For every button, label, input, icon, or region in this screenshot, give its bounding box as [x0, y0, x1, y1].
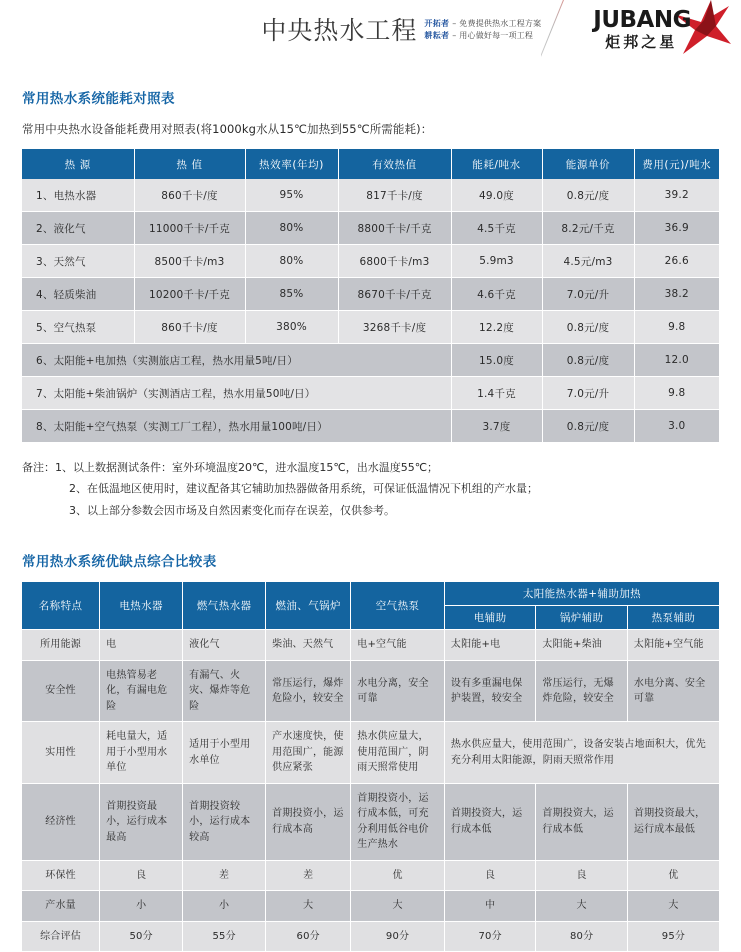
header-inner	[261, 0, 733, 60]
table-row	[22, 630, 719, 661]
cell-value: 产水速度快，使用范围广，能源供应紧张	[266, 722, 351, 784]
col-header-unit-price: 能源单价	[542, 149, 634, 179]
section1-subtitle: 常用中央热水设备能耗费用对照表(将1000kg水从15℃加热到55℃所需能耗)：	[22, 122, 433, 136]
row-header: 实用性	[22, 722, 100, 784]
cell-source: 2、液化气	[22, 212, 134, 245]
col-header-gas-heater: 燃气热水器	[183, 582, 266, 630]
row-header: 产水量	[22, 891, 100, 922]
table-header-row-top	[22, 582, 719, 606]
table-row	[22, 891, 719, 922]
cell-value: 良	[536, 860, 628, 891]
table-row	[22, 660, 719, 722]
cell-cost: 9.8	[634, 377, 719, 410]
cell-value: 耗电量大，适用于小型用水单位	[100, 722, 183, 784]
cell-value: 设有多重漏电保护装置，较安全	[444, 660, 536, 722]
cell-unit-price: 7.0元/升	[542, 377, 634, 410]
table-header-row	[22, 149, 719, 179]
cell-heat-value: 860千卡/度	[134, 179, 245, 212]
cell-source-merged: 8、太阳能+空气热泵（实测工厂工程），热水用量100吨/日）	[22, 410, 451, 443]
table-row	[22, 245, 719, 278]
cell-value: 柴油、天然气	[266, 630, 351, 661]
cell-unit-price: 8.2元/千克	[542, 212, 634, 245]
cell-consumption: 4.5千克	[451, 212, 542, 245]
cell-value: 首期投资大，运行成本低	[536, 783, 628, 860]
col-header-efficiency: 热效率(年均)	[245, 149, 338, 179]
col-header-oil-gas-boiler: 燃油、气锅炉	[266, 582, 351, 630]
slogan-dash: –	[452, 19, 457, 29]
row-header: 综合评估	[22, 921, 100, 952]
cell-heat-value: 860千卡/度	[134, 311, 245, 344]
col-header-consumption: 能耗/吨水	[451, 149, 542, 179]
cell-consumption: 4.6千克	[451, 278, 542, 311]
cell-consumption: 12.2度	[451, 311, 542, 344]
cell-heat-value: 8500千卡/m3	[134, 245, 245, 278]
page-header	[0, 0, 741, 58]
cell-effective-heat: 6800千卡/m3	[338, 245, 451, 278]
note-indent	[22, 478, 69, 499]
cell-value: 良	[100, 860, 183, 891]
col-header-solar-group: 太阳能热水器+辅助加热	[444, 582, 719, 606]
cell-value: 首期投资大，运行成本低	[444, 783, 536, 860]
cell-unit-price: 0.8元/度	[542, 179, 634, 212]
cell-value: 小	[100, 891, 183, 922]
cell-cost: 9.8	[634, 311, 719, 344]
table-row	[22, 377, 719, 410]
cell-value: 太阳能+空气能	[627, 630, 719, 661]
cell-value: 大	[351, 891, 445, 922]
cell-value: 70分	[444, 921, 536, 952]
cell-value: 80分	[536, 921, 628, 952]
page-content	[0, 87, 741, 952]
cell-efficiency: 95%	[245, 179, 338, 212]
cell-value: 大	[536, 891, 628, 922]
cell-consumption: 3.7度	[451, 410, 542, 443]
cell-value: 首期投资小，运行成本低，可充分利用低谷电价生产热水	[351, 783, 445, 860]
cell-value: 优	[627, 860, 719, 891]
cell-heat-value: 11000千卡/千克	[134, 212, 245, 245]
slogan-dash: –	[452, 31, 457, 40]
col-header-effective-heat: 有效热值	[338, 149, 451, 179]
cell-value: 90分	[351, 921, 445, 952]
row-header: 所用能源	[22, 630, 100, 661]
table-row	[22, 722, 719, 784]
cell-value: 良	[444, 860, 536, 891]
note-line	[22, 500, 719, 521]
note-line	[22, 457, 719, 478]
cell-value: 50分	[100, 921, 183, 952]
cell-source-merged: 6、太阳能+电加热（实测旅店工程，热水用量5吨/日）	[22, 344, 451, 377]
cell-value: 95分	[627, 921, 719, 952]
slogan-key: 开拓者	[424, 19, 450, 29]
cell-effective-heat: 8670千卡/千克	[338, 278, 451, 311]
cell-source: 4、轻质柴油	[22, 278, 134, 311]
header-diagonal-divider	[541, 0, 593, 58]
slogan-text: 免费提供热水工程方案	[459, 19, 542, 29]
table-row	[22, 410, 719, 443]
note-text: 1、以上数据测试条件：室外环境温度20℃，进水温度15℃，出水温度55℃；	[55, 461, 439, 474]
cell-consumption: 1.4千克	[451, 377, 542, 410]
cell-source: 1、电热水器	[22, 179, 134, 212]
cell-source: 5、空气热泵	[22, 311, 134, 344]
cell-unit-price: 7.0元/升	[542, 278, 634, 311]
cell-efficiency: 80%	[245, 212, 338, 245]
cell-value: 中	[444, 891, 536, 922]
cell-consumption: 15.0度	[451, 344, 542, 377]
cell-value: 大	[627, 891, 719, 922]
cell-cost: 3.0	[634, 410, 719, 443]
cell-effective-heat: 8800千卡/千克	[338, 212, 451, 245]
cell-value: 常压运行，无爆炸危险，较安全	[536, 660, 628, 722]
cell-value: 太阳能+电	[444, 630, 536, 661]
cell-value: 差	[266, 860, 351, 891]
cell-value: 太阳能+柴油	[536, 630, 628, 661]
cell-efficiency: 380%	[245, 311, 338, 344]
slogan-text: 用心做好每一项工程	[459, 31, 534, 40]
col-header-air-heat-pump: 空气热泵	[351, 582, 445, 630]
cell-unit-price: 0.8元/度	[542, 344, 634, 377]
cell-value: 首期投资较小，运行成本较高	[183, 783, 266, 860]
cell-value: 首期投资最大，运行成本最低	[627, 783, 719, 860]
col-header-heat-value: 热 值	[134, 149, 245, 179]
table-row	[22, 278, 719, 311]
cell-value: 首期投资最小，运行成本最高	[100, 783, 183, 860]
cell-source-merged: 7、太阳能+柴油锅炉（实测酒店工程，热水用量50吨/日）	[22, 377, 451, 410]
table-row	[22, 921, 719, 952]
cell-value: 首期投资小，运行成本高	[266, 783, 351, 860]
cell-value: 大	[266, 891, 351, 922]
slogan-key: 耕耘者	[424, 31, 450, 40]
cell-value: 优	[351, 860, 445, 891]
col-header-cost: 费用(元)/吨水	[634, 149, 719, 179]
cell-value: 有漏气、火灾、爆炸等危险	[183, 660, 266, 722]
cell-value: 水电分离，安全可靠	[351, 660, 445, 722]
col-header-solar-boiler: 锅炉辅助	[536, 606, 628, 630]
notes-label: 备注：	[22, 461, 55, 474]
cell-cost: 26.6	[634, 245, 719, 278]
cell-value: 水电分离、安全可靠	[627, 660, 719, 722]
cell-cost: 36.9	[634, 212, 719, 245]
energy-comparison-table	[22, 149, 719, 443]
cell-value: 常压运行，爆炸危险小，较安全	[266, 660, 351, 722]
cell-consumption: 49.0度	[451, 179, 542, 212]
slogan-item	[424, 32, 541, 41]
logo-english-name: JUBANG	[593, 6, 691, 33]
table-row	[22, 179, 719, 212]
table-row	[22, 212, 719, 245]
cell-value: 电热管易老化，有漏电危险	[100, 660, 183, 722]
slogan-list	[424, 20, 541, 41]
table-row	[22, 860, 719, 891]
cell-value: 适用于小型用水单位	[183, 722, 266, 784]
section2-title: 常用热水系统优缺点综合比较表	[22, 554, 217, 571]
cell-efficiency: 85%	[245, 278, 338, 311]
logo-text	[593, 6, 691, 51]
table-row	[22, 783, 719, 860]
cell-value: 60分	[266, 921, 351, 952]
note-line	[22, 478, 719, 499]
row-header: 安全性	[22, 660, 100, 722]
col-header-source: 热 源	[22, 149, 134, 179]
col-header-solar-electric: 电辅助	[444, 606, 536, 630]
cell-unit-price: 4.5元/m3	[542, 245, 634, 278]
cell-value: 55分	[183, 921, 266, 952]
note-text: 2、在低温地区使用时，建议配备其它辅助加热器做备用系统，可保证低温情况下机组的产水量；	[69, 482, 538, 496]
slogan-item	[424, 20, 541, 29]
cell-value: 小	[183, 891, 266, 922]
cell-cost: 39.2	[634, 179, 719, 212]
cell-value: 电+空气能	[351, 630, 445, 661]
col-header-solar-heatpump: 热泵辅助	[627, 606, 719, 630]
cell-unit-price: 0.8元/度	[542, 410, 634, 443]
notes-block	[22, 457, 719, 521]
col-header-feature: 名称特点	[22, 582, 100, 630]
cell-value-merged: 热水供应量大，使用范围广，设备安装占地面积大，优先充分利用太阳能源，阴雨天照常作用	[444, 722, 719, 784]
cell-efficiency: 80%	[245, 245, 338, 278]
logo-chinese-name: 炬邦之星	[605, 32, 678, 51]
brand-logo	[593, 0, 733, 60]
row-header: 经济性	[22, 783, 100, 860]
cell-source: 3、天然气	[22, 245, 134, 278]
section1-title: 常用热水系统能耗对照表	[22, 91, 175, 107]
cell-consumption: 5.9m3	[451, 245, 542, 278]
table-row	[22, 311, 719, 344]
cell-effective-heat: 3268千卡/度	[338, 311, 451, 344]
cell-heat-value: 10200千卡/千克	[134, 278, 245, 311]
cell-cost: 12.0	[634, 344, 719, 377]
note-text: 3、以上部分参数会因市场及自然因素变化而存在误差，仅供参考。	[69, 503, 395, 517]
col-header-electric-heater: 电热水器	[100, 582, 183, 630]
page-title: 中央热水工程	[261, 15, 418, 45]
cell-value: 液化气	[183, 630, 266, 661]
row-header: 环保性	[22, 860, 100, 891]
table-row	[22, 344, 719, 377]
pros-cons-comparison-table	[22, 582, 719, 952]
cell-effective-heat: 817千卡/度	[338, 179, 451, 212]
cell-unit-price: 0.8元/度	[542, 311, 634, 344]
cell-value: 电	[100, 630, 183, 661]
cell-cost: 38.2	[634, 278, 719, 311]
cell-value: 热水供应量大，使用范围广，阴雨天照常使用	[351, 722, 445, 784]
note-indent	[22, 500, 69, 521]
cell-value: 差	[183, 860, 266, 891]
